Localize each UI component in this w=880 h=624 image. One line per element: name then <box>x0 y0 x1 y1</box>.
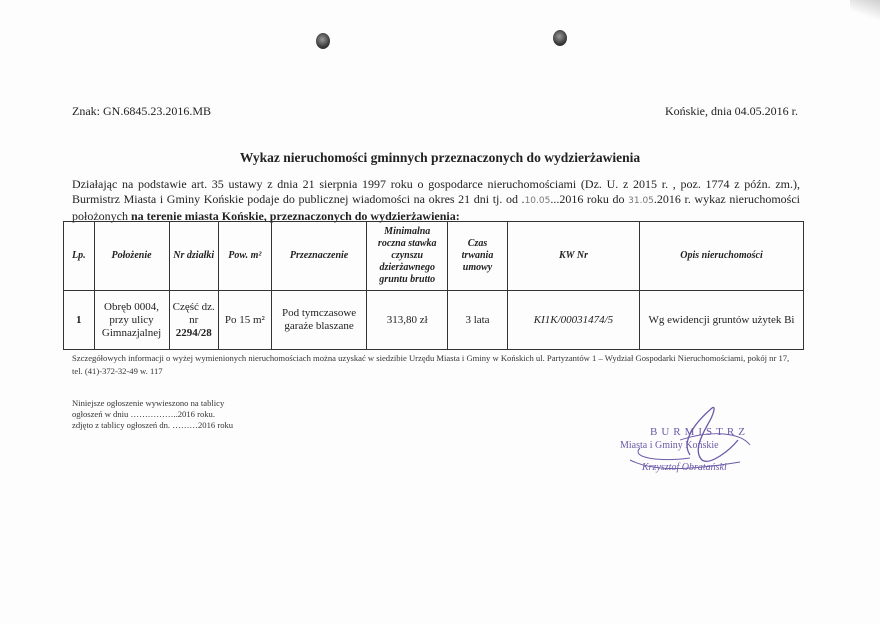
notice-line-2: ogłoszeń w dniu ……………..2016 roku. <box>72 409 215 419</box>
property-table <box>63 221 804 350</box>
intro-paragraph <box>72 177 800 224</box>
header-opis: Opis nieruchomości <box>639 222 803 291</box>
cell-polozenie: Obręb 0004, przy ulicy Gimnazjalnej <box>94 291 169 350</box>
cell-nr-dzialki <box>169 291 218 350</box>
stamp-name: Krzysztof Obratański <box>642 462 727 473</box>
details-note: Szczegółowych informacji o wyżej wymienionych nieruchomościach można uzyskać w siedzibie Urzędu Miasta i Gminy w Końskich ul. Partyzantów 1 – Wydział Gospodarki Nieruchomościami, pokój nr 17, tel. (41)-372-32-49 w. 117 <box>72 353 790 376</box>
notice-line-1: Niniejsze ogłoszenie wywieszono na tablicy <box>72 398 225 408</box>
cell-nr-dzialki-prefix: Część dz. nr <box>172 300 215 326</box>
reference-sign: Znak: GN.6845.23.2016.MB <box>72 104 211 118</box>
header-polozenie: Położenie <box>94 222 169 291</box>
cell-pow: Po 15 m² <box>218 291 271 350</box>
document-title: Wykaz nieruchomości gminnych przeznaczonych do wydzierżawienia <box>239 150 641 165</box>
header-pow: Pow. m² <box>218 222 271 291</box>
intro-text-1: Działając na podstawie art. 35 ustawy z dnia 21 sierpnia 1997 roku o gospodarce nieruchomościami (Dz. U. z 2015 r. , poz. 1774 z późn. zm.), Burmistrz Miasta i Gminy Końskie podaje do publicznej wiadomości na okres 21 dni tj. od . <box>72 177 800 206</box>
cell-przeznaczenie: Pod tymczasowe garaże blaszane <box>271 291 367 350</box>
cell-opis: Wg ewidencji gruntów użytek Bi <box>639 291 803 350</box>
header-przeznaczenie: Przeznaczenie <box>271 222 367 291</box>
header-lp: Lp. <box>64 222 95 291</box>
intro-bold-text: na terenie miasta Końskie, przeznaczonych do wydzierżawienia: <box>131 209 460 223</box>
header-czas: Czas trwania umowy <box>448 222 508 291</box>
mayor-stamp <box>620 400 770 490</box>
notice-line-3: zdjęto z tablicy ogłoszeń dn. ………2016 roku <box>72 420 234 430</box>
stamp-title: BURMISTRZ <box>650 426 749 438</box>
cell-nr-dzialki-number: 2294/28 <box>175 326 212 339</box>
cell-lp: 1 <box>64 291 95 350</box>
cell-kw: KI1K/00031474/5 <box>507 291 639 350</box>
stamp-office: Miasta i Gminy Końskie <box>620 440 719 451</box>
cell-minimalna-stawka: 313,80 zł <box>367 291 448 350</box>
header-nr-dzialki: Nr działki <box>169 222 218 291</box>
posting-notice <box>72 398 233 431</box>
intro-text-2: ...2016 roku do <box>550 192 629 206</box>
cell-czas: 3 lata <box>448 291 508 350</box>
place-date: Końskie, dnia 04.05.2016 r. <box>665 104 798 118</box>
header-minimalna-stawka: Minimalna roczna stawka czynszu dzierżawnego gruntu brutto <box>367 222 448 291</box>
table-header-row <box>64 222 804 291</box>
page-fold-shadow <box>850 0 880 20</box>
handwritten-from-date: 10.05 <box>524 196 551 206</box>
header-kw: KW Nr <box>507 222 639 291</box>
punch-hole-left <box>316 33 330 49</box>
punch-hole-right <box>553 30 567 46</box>
handwritten-to-date: 31.05 <box>628 196 654 206</box>
table-row <box>64 291 804 350</box>
intro-text-3: .2016 r. wykaz nieruchomości położonych <box>72 192 800 223</box>
